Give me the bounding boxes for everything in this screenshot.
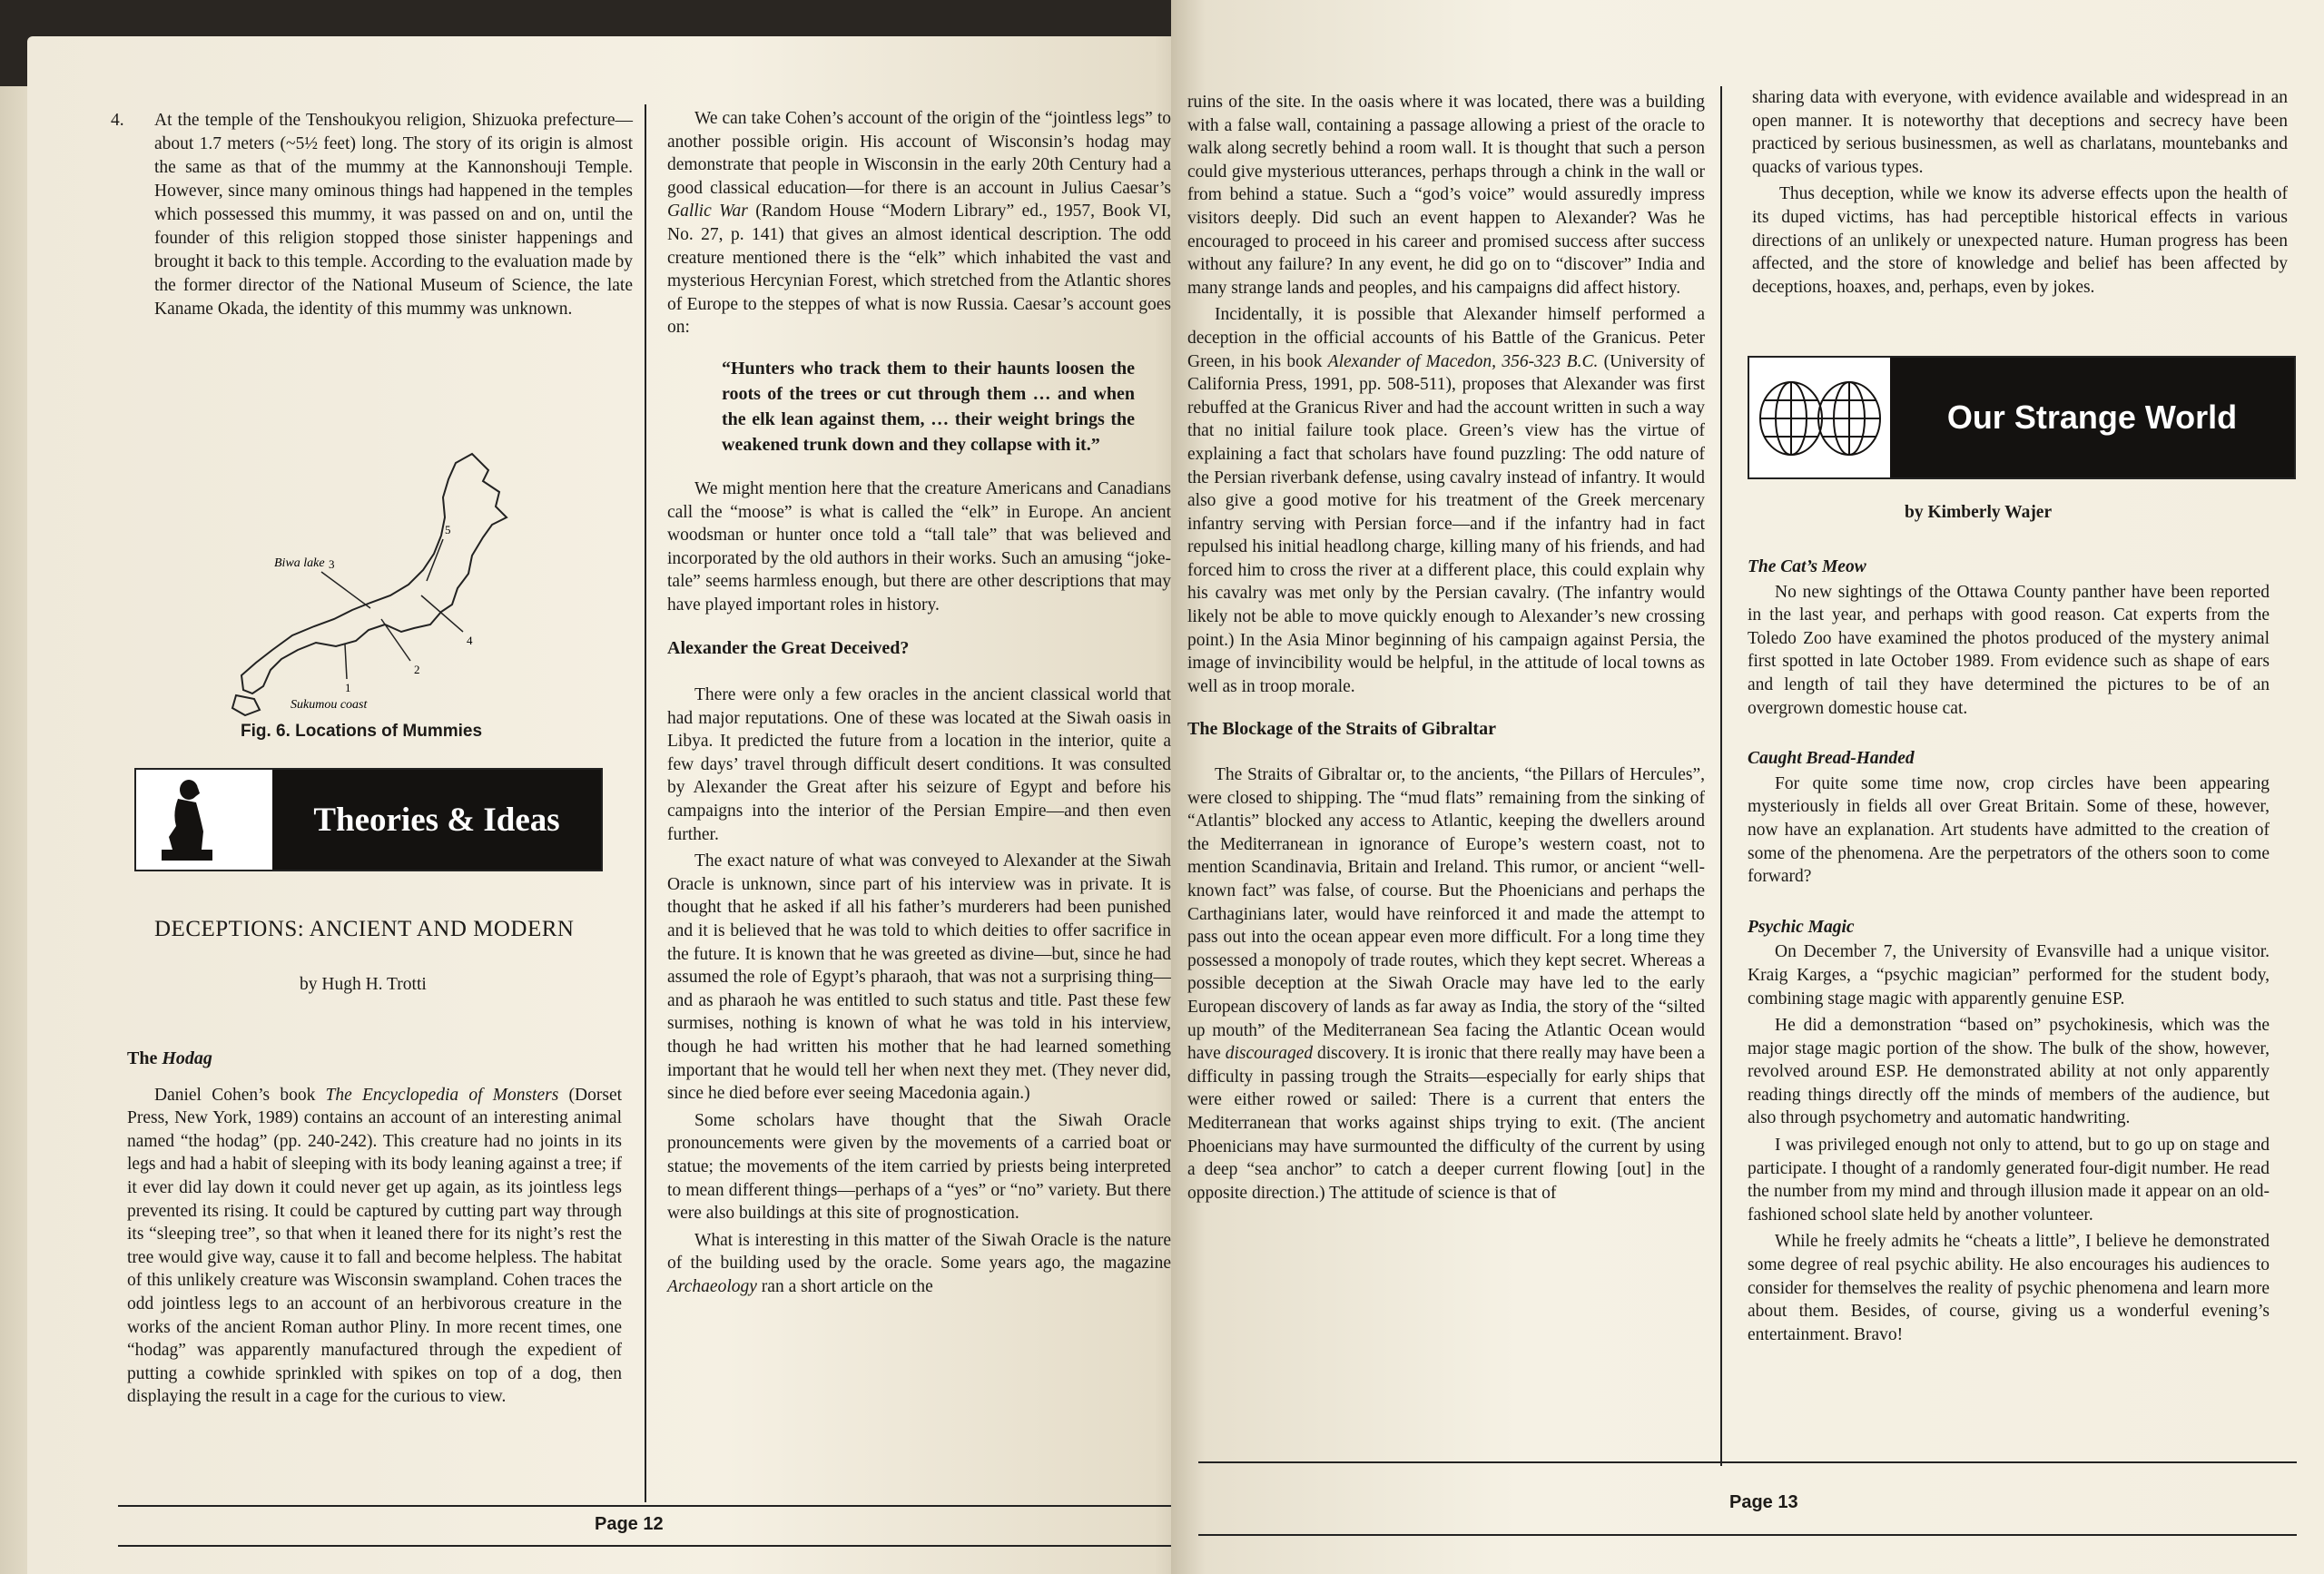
left-column-page-13 <box>1187 91 1705 1208</box>
column-divider <box>1720 86 1722 1466</box>
column-divider <box>645 104 646 1502</box>
article-title: DECEPTIONS: ANCIENT AND MODERN <box>154 917 575 941</box>
paragraph: While he freely admits he “cheats a little”, I believe he demonstrated some degree of real psychic ability. He also encourages his audiences to consider for themselves the reality of psychic phenomena and learn more about them. Besides, of course, giving us a wonderful evening’s entertainment. Bravo! <box>1748 1232 2270 1344</box>
left-column-hodag <box>127 1035 622 1412</box>
paragraph: There were only a few oracles in the ancient classical world that had major reputations. One of these was located at the Siwah oasis in Libya. It predicted the future from a location in the interior, quite a few days’ travel through difficult desert conditions. It was consulted by Alexander the Great after his seizure of Egypt and before his campaigns into the interior of the Persian Empire—and then even further. <box>667 685 1171 844</box>
section-heading-alexander: Alexander the Great Deceived? <box>667 637 910 658</box>
article-byline: by Hugh H. Trotti <box>300 975 427 994</box>
map-pointer-2 <box>381 619 410 661</box>
map-pointer-3 <box>321 572 370 608</box>
item-heading-psychic: Psychic Magic <box>1748 917 1855 937</box>
map-pointer-4 <box>421 595 463 632</box>
footer-rule-bottom <box>118 1545 1171 1547</box>
paragraph: For quite some time now, crop circles have been appearing mysteriously in fields all over Great Britain. Some of these, however, now have an explanation. Art students have admitted to the creation of some of the phenomena. Are the perpetrators of the others soon to come forward? <box>1748 773 2270 887</box>
banner-title: Our Strange World <box>1946 398 2238 436</box>
paragraph: Some scholars have thought that the Siwah Oracle pronouncements were given by the movements of a carried boat or statue; the movements of the item carried by priests being interpreted to mean different things—perhaps of a “yes” or “no” variety. But there were also buildings at this site of prognostication. <box>667 1110 1171 1224</box>
map-label-biwa: Biwa lake <box>274 556 325 570</box>
right-column-page-13 <box>1752 86 2288 302</box>
strange-world-column <box>1748 545 2270 1350</box>
paragraph: sharing data with everyone, with evidence available and widespread in an open manner. It is noteworthy that deceptions and secrecy have been practiced by serious businessmen, as well as charlatans, mountebanks and quacks of various types. <box>1752 88 2288 177</box>
paragraph: ruins of the site. In the oasis where it was located, there was a building with a false wall, containing a passage allowing a priest of the oracle to walk along secretly behind a room wall. It is thought that such a person could give mysterious utterances, perhaps through a chink in the wall or from behind a statue. Such a “god’s voice” would assuredly impress visitors deeply. Did such an event happen to Alexander? Was he encouraged to proceed in his career and promised success after success without any failure? In any event, he did go on to “discover” India and many strange lands and peoples, and his campaigns did affect history. <box>1187 93 1705 298</box>
paragraph: The exact nature of what was conveyed to Alexander at the Siwah Oracle is unknown, since part of his interview was in private. It is thought that he asked if all his father’s murderers had been punished and it is believed that he was told to which deities to offer sacrifice in the future. It is known that he was greeted as divine—but, since he had assumed the role of Egypt’s pharaoh, that was not a surprising thing—and as pharaoh he was entitled to such status and title. Past these few surmises, nothing is known of what he was told in his interview, though he had written his mother that he had learned something important that he would tell her when next they met. (They never did, since he died before ever seeing Macedonia again.) <box>667 851 1171 1104</box>
page-number: Page 12 <box>595 1514 664 1534</box>
globe-grid-icon <box>1757 378 1884 459</box>
list-item-4 <box>111 109 633 321</box>
map-number-4: 4 <box>467 634 473 647</box>
map-number-5: 5 <box>445 523 451 536</box>
japan-island-south <box>232 695 260 715</box>
map-pointer-1 <box>345 644 347 679</box>
paragraph: No new sightings of the Ottawa County panther have been reported in the last year, and perhaps with good reason. Cat experts from the Toledo Zoo have examined the photos produced of the mystery animal first spotted in late October 1989. From evidence such as shape of ears and length of tail they have determined the pictures to be of an overgrown domestic house cat. <box>1748 582 2270 718</box>
paragraph: We might mention here that the creature Americans and Canadians call the “moose” is what is called the “elk” in Europe. An ancient woodsman or hunter once told a “tall tale” that was believed and incorporated by the old authors in their works. Such an amusing “joke-tale” seems harmless enough, but there are other descriptions that may have played important roles in history. <box>667 478 1171 615</box>
paragraph: Thus deception, while we know its adverse effects upon the health of its duped victims, has had perceptible historical effects in various directions of an unlikely or unexpected nature. Human progress has been affected, and the store of knowledge and belief has been affected by deceptions, hoaxes, and, perhaps, even by jokes. <box>1752 184 2288 297</box>
paragraph: The Straits of Gibraltar or, to the ancients, “the Pillars of Hercules”, were closed to shipping. The “mud flats” remaining from the sinking of “Atlantis” blocked any access to Atlantic, keeping the dwellers around the Mediterranean in ignorance of Europe’s western coast, not to mention Scandinavia, Britain and Ireland. This rumor, or ancient “well-known fact” was false, of course. But the Phoenicians and perhaps the Carthaginians later, would have reinforced it and made the attempt to pass out into the ocean appear even more difficult. For a long time they possessed a monopoly of trade routes, which they kept secret. Whereas a possible deception at the Siwah Oracle may have led to the early European discovery of lands as far away as India, the story of the “silted up mouth” of the Mediterranean Sea facing the Atlantic Ocean would have discouraged discovery. It is ironic that there really may have been a difficulty in passing trough the Straits—especially for early ships that were either rowed or sailed: There is a current that enters the Mediterranean that works against ships trying to exit. (The ancient Phoenicians may have surmounted the difficulty of the current by using a deep “sea anchor” to catch a deeper current flowing [out] in the opposite direction.) The attitude of science is that of <box>1187 765 1705 1203</box>
item-number: 4. <box>111 111 124 130</box>
map-number-2: 2 <box>414 663 420 676</box>
banner-title: Theories & Ideas <box>313 801 560 839</box>
page-number: Page 13 <box>1729 1492 1798 1512</box>
paragraph: On December 7, the University of Evansville had a unique visitor. Kraig Karges, a “psychic magician” performed for the student body, combining stage magic with apparently genuine ESP. <box>1748 942 2270 1008</box>
paragraph: Daniel Cohen’s book The Encyclopedia of Monsters (Dorset Press, New York, 1989) contains an account of an interesting animal named “the hodag” (pp. 240-242). This creature had no joints in its legs and had a habit of sleeping with its body leaning against a tree; if it ever did lay down it could never get up again, as its jointless legs prevented its rising. It could be captured by cutting part way through its “sleeping tree”, so that when it leaned there for its night’s rest the tree would give way, cause it to fall and become helpless. The habitat of this unlikely creature was Wisconsin swampland. Cohen traces the odd jointless legs to an account of an herbivorous creature in the works of the ancient Roman author Pliny. In more recent times, one “hodag” was apparently manufactured through the expedient of putting a cowhide sprinkled with spikes on top of a dog, then displaying the result in a cage for the curious to view. <box>127 1085 623 1407</box>
thinker-statue-icon <box>153 773 225 864</box>
block-quote: “Hunters who track them to their haunts loosen the roots of the trees or cut through them … and when the elk lean against them, … their weight brings the weakened trunk down and they collapse with it.” <box>722 358 1135 455</box>
map-number-1: 1 <box>345 681 351 694</box>
paragraph: What is interesting in this matter of the Siwah Oracle is the nature of the building used by the oracle. Some years ago, the magazine Archaeology ran a short article on the <box>667 1230 1171 1296</box>
footer-rule <box>1198 1461 2297 1463</box>
figure-caption: Fig. 6. Locations of Mummies <box>241 722 483 741</box>
japan-outline <box>241 454 507 694</box>
section-byline: by Kimberly Wajer <box>1905 503 2053 522</box>
map-number-3: 3 <box>329 557 335 571</box>
item-heading-cats: The Cat’s Meow <box>1748 557 1866 576</box>
page-12 <box>27 36 1189 1574</box>
paragraph: He did a demonstration “based on” psychokinesis, which was the major stage magic portion of the show. The bulk of the show, however, revolved around ESP. He demonstrated ability at not only apparently reading things directly off the minds of members of the audience, but also through psychometry and automatic handwriting. <box>1748 1016 2270 1128</box>
banner-our-strange-world <box>1748 356 2296 479</box>
banner-title-box <box>272 770 601 870</box>
paragraph: We can take Cohen’s account of the origin of the “jointless legs” to another possible origin. His account of Wisconsin’s hodag may demonstrate that people in Wisconsin in the early 20th Century had a good classical education—for there is an account in Julius Caesar’s Gallic War (Random House “Modern Library” ed., 1957, Book VI, No. 27, p. 141) that gives an almost identical description. The odd creature mentioned there is the “elk” which inhabited the vast and mysterious Hercynian Forest, which stretched from the Atlantic shores of Europe to the steppes of what is now Russia. Caesar’s account goes on: <box>667 109 1171 338</box>
paragraph: Incidentally, it is possible that Alexander himself performed a deception in the official accounts of his Battle of the Granicus. Peter Green, in his book Alexander of Macedon, 356-323 B.C. (University of California Press, 1991, pp. 508-511), proposes that Alexander was first rebuffed at the Granicus River and had the account written in such a way that no initial failure took place. Green’s view has the virtue of explaining a fact that scholars have found puzzling: The odd nature of the Persian riverbank defense, using cavalry instead of infantry. It would also give a good motive for his treatment of the Greek mercenary infantry serving with Persian force—and if the infantry had in fact repulsed his initial headlong charge, killing many of his friends, and had forced him to cross the river at a different place, this could explain why his cavalry was met only by the Persian cavalry. (The infantry would likely not be able to move quickly enough to Alexander’s new crossing point.) In the Asia Minor beginning of his campaign against Persia, the image of invincibility would be helpful, in the attitude of local towns as well as in troop morale. <box>1187 305 1706 696</box>
banner-title-box <box>1890 358 2294 477</box>
item-text: At the temple of the Tenshoukyou religion, Shizuoka prefecture—about 1.7 meters (~5½ feet) long. The story of its origin is almost the same as that of the mummy at the Kannonshouji Temple. However, since many ominous things had happened in the temples which possessed this mummy, it was passed on and on, until the founder of this religion stopped those sinister happenings and brought it back to this temple. According to the evaluation made by the former director of the National Museum of Science, the late Kaname Okada, the identity of this mummy was unknown. <box>154 111 633 319</box>
right-column-page-12 <box>667 107 1171 1303</box>
japan-map <box>200 418 581 717</box>
footer-rule-bottom <box>1198 1534 2297 1536</box>
section-heading-gibraltar: The Blockage of the Straits of Gibraltar <box>1187 719 1496 740</box>
section-heading-hodag: The Hodag <box>127 1048 212 1068</box>
footer-rule <box>118 1505 1171 1507</box>
paragraph: I was privileged enough not only to attend, but to go up on stage and participate. I thought of a randomly generated four-digit number. He read the number from my mind and through illusion made it appear on an old-fashioned school slate held by another volunteer. <box>1748 1136 2270 1225</box>
item-heading-bread: Caught Bread-Handed <box>1748 749 1915 769</box>
map-label-coast: Sukumou coast <box>290 698 368 712</box>
banner-theories-ideas <box>134 768 603 871</box>
page-13 <box>1171 0 2324 1574</box>
